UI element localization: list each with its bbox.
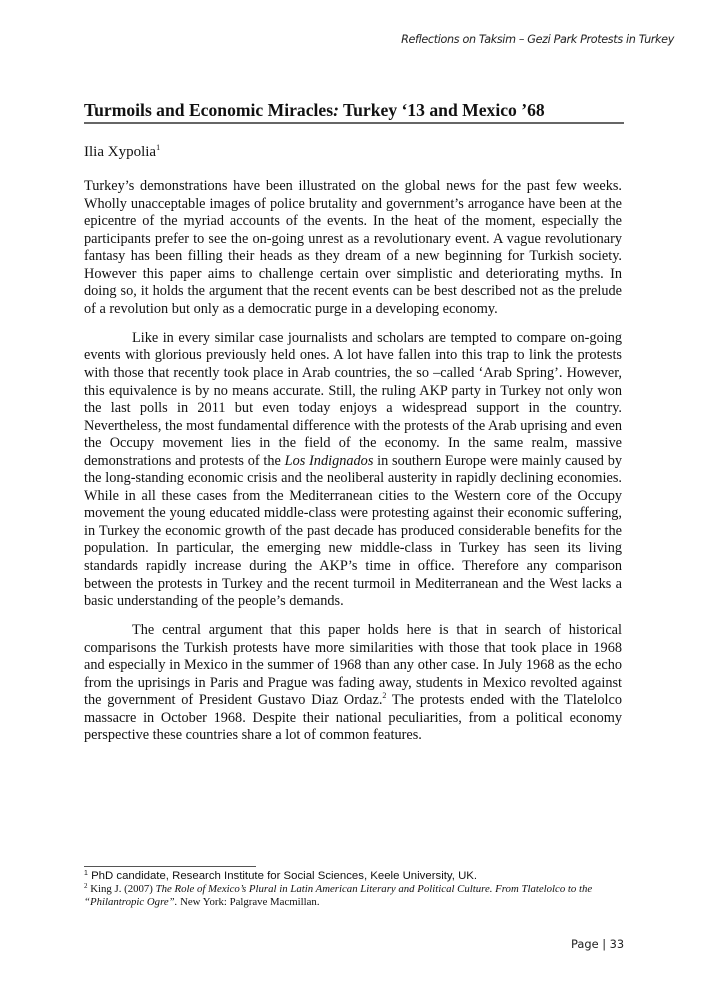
footnote-ref-2[interactable]: 2 — [382, 691, 387, 701]
article-title-main: Turmoils and Economic Miracles — [84, 100, 334, 120]
paragraph-3-text-b: The protests ended with the Tlatelolco massacre in October 1968. Despite their national peculiarities, from a political economy perspective these countries share a lot of common features. — [84, 692, 622, 744]
running-header: Reflections on Taksim – Gezi Park Protests in Turkey — [401, 33, 674, 46]
author-line — [84, 143, 160, 161]
paragraph-3 — [84, 622, 622, 745]
footnote-2-marker: 2 — [84, 882, 88, 890]
footnote-2 — [84, 883, 624, 909]
author-footnote-marker[interactable]: 1 — [156, 143, 161, 152]
article-title — [84, 100, 624, 124]
article-title-colon: : — [333, 100, 339, 120]
footnote-1-text: PhD candidate, Research Institute for Social Sciences, Keele University, UK. — [87, 870, 478, 882]
footnote-1 — [84, 870, 624, 883]
footnote-2-text-a: King J. (2007) — [87, 883, 156, 895]
footnotes — [84, 870, 624, 909]
paragraph-2 — [84, 330, 622, 611]
author-name: Ilia Xypolia — [84, 144, 157, 160]
page-number: Page | 33 — [571, 937, 625, 951]
paragraph-2-text-a: Like in every similar case journalists and scholars are tempted to compare on-going events with glorious previously held ones. A lot have fallen into this trap to link the protests with those that recently took place in Arab countries, the so –called ‘Arab Spring’. However, this equivalence is by no means accurate. Still, the ruling AKP party in Turkey not only won the last polls in 2011 but even today enjoys a widespread support in the country. Nevertheless, the most fundamental difference with the protests of the Arab uprising and even the Occupy movement lies in the field of the economy. In the same realm, massive demonstrations and protests of the — [84, 329, 622, 469]
article-title-sub: Turkey ‘13 and Mexico ’68 — [338, 100, 545, 120]
footnote-separator — [84, 866, 256, 867]
footnote-2-book-title: The Role of Mexico’s Plural in Latin American Literary and Political Culture. From Tlatelolco to the “Philantropic Ogre”. — [84, 883, 593, 908]
paragraph-2-italic-term: Los Indignados — [284, 452, 374, 469]
article-body — [84, 178, 622, 756]
paragraph-3-text-a: The central argument that this paper holds here is that in search of historical comparisons the Turkish protests have more similarities with those that took place in 1968 and especially in Mexico in the summer of 1968 than any other case. In July 1968 as the echo from the uprisings in Paris and Prague was fading away, students in Mexico revolted against the government of President Gustavo Diaz Ordaz. — [84, 622, 622, 709]
paragraph-1: Turkey’s demonstrations have been illustrated on the global news for the past few weeks. Wholly unacceptable images of police brutality and government’s arrogance have been at the epicentre of the myriad accounts of the events. In the heat of the moment, especially the participants prefer to see the on-going unrest as a revolutionary event. A vague revolutionary fantasy has been filling their heads as they dream of a new beginning for Turkish society. However this paper aims to challenge certain over simplistic and deteriorating myths. In doing so, it holds the argument that the recent events can be best described not as the prelude of a revolution but only as a democratic purge in a developing economy. — [84, 178, 622, 317]
footnote-2-text-b: New York: Palgrave Macmillan. — [177, 896, 320, 908]
paragraph-2-text-b: in southern Europe were mainly caused by the long-standing economic crisis and the neoliberal austerity in rapidly declining economies. While in all these cases from the Mediterranean cities to the Western core of the Occupy movement the young educated middle-class were protesting against their economic suffering, in Turkey the economic growth of the past decade has produced considerable benefits for the population. In particular, the emerging new middle-class in Turkey has seen its living standards rapidly increase during the AKP’s time in office. Therefore any comparison between the protests in Turkey and the recent turmoil in Mediterranean and the West lacks a basic understanding of the people’s demands. — [84, 452, 622, 610]
footnote-1-marker: 1 — [84, 870, 88, 877]
